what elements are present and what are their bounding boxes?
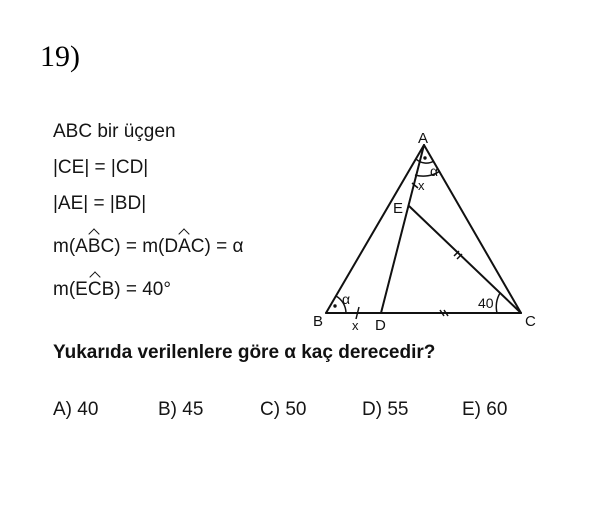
- given-line-4-part1: m(A: [53, 236, 88, 257]
- choice-d[interactable]: D) 55: [362, 399, 409, 420]
- given-line-4-end: C) = α: [190, 236, 244, 257]
- choice-e[interactable]: E) 60: [462, 399, 508, 420]
- given-line-4-hat1: B: [87, 236, 101, 257]
- side-ab: [326, 145, 424, 313]
- segment-ec: [409, 206, 521, 313]
- given-line-4-hat2: A: [178, 236, 191, 257]
- angle-arc-c: [496, 293, 500, 313]
- label-b: B: [313, 313, 324, 330]
- x-label-ae: x: [418, 178, 425, 193]
- angle-dot-b: [333, 304, 336, 307]
- given-line-5-hat: C: [87, 279, 102, 300]
- label-a: A: [418, 130, 429, 147]
- choice-a[interactable]: A) 40: [53, 399, 99, 420]
- segment-ad: [381, 145, 424, 313]
- alpha-b-label: α: [342, 291, 351, 307]
- given-line-2: |CE| = |CD|: [53, 157, 149, 178]
- given-line-5-end: B) = 40°: [101, 279, 171, 300]
- angle-dot-a: [423, 156, 426, 159]
- question-number: 19): [40, 40, 80, 73]
- label-c: C: [525, 313, 536, 330]
- choice-b[interactable]: B) 45: [158, 399, 204, 420]
- label-d: D: [375, 317, 386, 334]
- given-line-1: ABC bir üçgen: [53, 121, 176, 142]
- side-ac: [424, 145, 521, 313]
- given-line-5-part1: m(E: [53, 279, 88, 300]
- question-text: Yukarıda verilenlere göre α kaç derecedir?: [53, 342, 436, 363]
- angle-c-label: 40: [478, 295, 494, 311]
- given-line-4-mid: C) = m(D: [100, 236, 179, 257]
- choice-c[interactable]: C) 50: [260, 399, 307, 420]
- label-e: E: [393, 200, 404, 217]
- given-line-3: |AE| = |BD|: [53, 193, 147, 214]
- alpha-a-label: α: [430, 163, 439, 179]
- x-label-bd: x: [352, 318, 359, 333]
